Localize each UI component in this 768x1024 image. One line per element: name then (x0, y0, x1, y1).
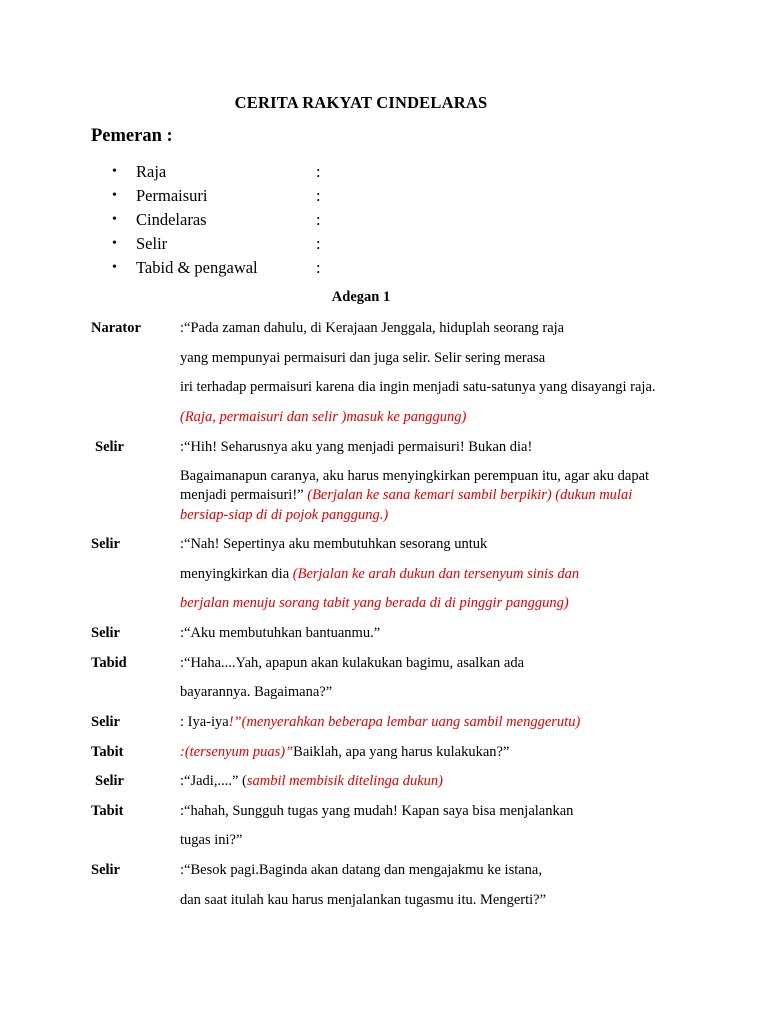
dialogue-text: : Iya-iya (180, 714, 229, 730)
dialogue-line: Bagaimanapun caranya, aku harus menyingkirkan perempuan itu, agar aku dapat (180, 468, 650, 484)
cast-name: Tabid & pengawal (136, 258, 258, 277)
scene-heading: Adegan 1 (331, 289, 391, 305)
dialogue-line: bayarannya. Bagaimana?” (180, 684, 333, 700)
dialogue-line (180, 743, 509, 761)
cast-colon: : (316, 210, 321, 229)
cast-name: Cindelaras (136, 210, 207, 229)
dialogue-line: :“hahah, Sungguh tugas yang mudah! Kapan saya bisa menjalankan (180, 803, 574, 819)
cast-heading: Pemeran : (91, 126, 173, 146)
cast-name: Selir (136, 234, 168, 253)
dialogue-line (180, 713, 580, 731)
dialogue-text: :“Jadi,....” ( (180, 773, 247, 789)
stage-direction: berjalan menuju sorang tabit yang berada di di pinggir panggung) (180, 595, 569, 611)
dialogue-line: :“Aku membutuhkan bantuanmu.” (180, 625, 381, 641)
dialogue-line: tugas ini?” (180, 832, 243, 848)
bullet-icon: • (112, 260, 117, 275)
speaker-label: Selir (95, 439, 124, 455)
cast-name: Permaisuri (136, 186, 208, 205)
speaker-label: Tabit (91, 744, 124, 760)
cast-colon: : (316, 162, 321, 181)
dialogue-line: :“Hih! Seharusnya aku yang menjadi permaisuri! Bukan dia! (180, 439, 533, 455)
stage-direction: sambil membisik ditelinga dukun) (246, 773, 443, 789)
speaker-label: Selir (91, 536, 120, 552)
speaker-label: Tabit (91, 803, 124, 819)
stage-direction: ) (461, 409, 467, 425)
dialogue-line: :“Pada zaman dahulu, di Kerajaan Jenggala, hiduplah seorang raja (180, 320, 565, 336)
speaker-label: Selir (95, 773, 124, 789)
document-title: CERITA RAKYAT CINDELARAS (234, 93, 488, 112)
stage-direction: bersiap-siap di di pojok panggung.) (180, 507, 389, 523)
dialogue-text: Baiklah, apa yang harus kulakukan?” (293, 744, 510, 760)
stage-direction: (Berjalan ke arah dukun dan tersenyum sinis dan (292, 566, 580, 582)
cast-colon: : (316, 186, 321, 205)
dialogue-text: menyingkirkan dia (180, 566, 293, 582)
speaker-label: Selir (91, 862, 120, 878)
speaker-label: Selir (91, 625, 120, 641)
stage-direction: :(tersenyum puas)” (180, 744, 294, 760)
dialogue-line: :“Nah! Sepertinya aku membutuhkan sesorang untuk (180, 536, 488, 552)
dialogue-line (180, 486, 632, 504)
bullet-icon: • (112, 164, 117, 179)
stage-direction: (Berjalan ke sana kemari sambil berpikir) (dukun mulai (307, 487, 633, 503)
cast-colon: : (316, 234, 321, 253)
dialogue-line: iri terhadap permaisuri karena dia ingin menjadi satu-satunya yang disayangi raja. (180, 379, 656, 395)
bullet-icon: • (112, 212, 117, 227)
dialogue-text: menjadi permaisuri!” (180, 487, 308, 503)
stage-direction: !”(menyerahkan beberapa lembar uang sambil menggerutu) (228, 714, 581, 730)
bullet-icon: • (112, 236, 117, 251)
dialogue-line: dan saat itulah kau harus menjalankan tugasmu itu. Mengerti?” (180, 892, 547, 908)
stage-direction: (Raja, permaisuri dan selir )masuk ke panggung (180, 409, 462, 425)
dialogue-line: yang mempunyai permaisuri dan juga selir. Selir sering merasa (180, 350, 546, 366)
bullet-icon: • (112, 188, 117, 203)
dialogue-line: :“Besok pagi.Baginda akan datang dan mengajakmu ke istana, (180, 862, 542, 878)
dialogue-line (180, 565, 579, 583)
stage-direction-line (180, 408, 466, 426)
dialogue-line: :“Haha....Yah, apapun akan kulakukan bagimu, asalkan ada (180, 655, 524, 671)
dialogue-line (180, 772, 443, 790)
speaker-label: Narator (91, 320, 141, 336)
cast-name: Raja (136, 162, 167, 181)
cast-colon: : (316, 258, 321, 277)
speaker-label: Tabid (91, 655, 127, 671)
speaker-label: Selir (91, 714, 120, 730)
